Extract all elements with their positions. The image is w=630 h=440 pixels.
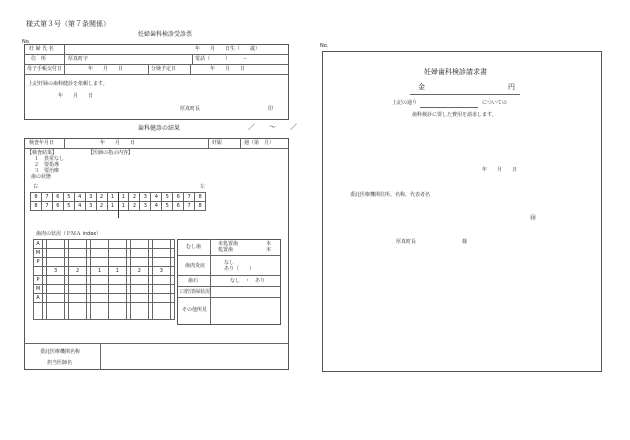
tooth-cell: 2 xyxy=(96,193,107,202)
tartar-value: なし ・ あり xyxy=(230,278,266,284)
finding-guidance: ２ 要指導 xyxy=(34,162,60,168)
pma-row xyxy=(34,258,175,267)
pma-row-label: M xyxy=(34,285,43,294)
invoice-date: 年 月 日 xyxy=(482,167,518,173)
exam-date-value: 年 月 日 xyxy=(100,140,136,146)
results-title: 歯科健診の結果 xyxy=(138,125,181,132)
birth-date-label: 年 月 日生（ 歳） xyxy=(195,46,261,52)
address-value: 厚真町字 xyxy=(68,56,89,62)
tooth-cell: 6 xyxy=(52,193,63,202)
tooth-cell: 5 xyxy=(63,202,74,211)
tooth-cell: 5 xyxy=(162,193,173,202)
tooth-cell: 7 xyxy=(41,202,52,211)
other-findings-label: その他所見 xyxy=(182,307,208,313)
tooth-cell: 1 xyxy=(107,202,118,211)
tooth-cell: 2 xyxy=(129,202,140,211)
tooth-cell: 4 xyxy=(151,193,162,202)
institution-label: 委託医療機関名称 xyxy=(40,349,81,355)
tooth-cell: 8 xyxy=(31,202,42,211)
exam-date-label: 検査年月日 xyxy=(29,140,55,146)
invoice-sama: 様 xyxy=(462,239,468,245)
pma-row-label: P xyxy=(34,276,43,285)
tooth-cell: 4 xyxy=(74,202,85,211)
tooth-cell: 7 xyxy=(41,193,52,202)
pma-row xyxy=(34,294,175,303)
due-date-value: 年 月 日 xyxy=(210,66,246,72)
pma-row xyxy=(34,240,175,249)
invoice-no-label: No. xyxy=(320,43,329,49)
gum-some: あり（ ） xyxy=(224,266,255,272)
tooth-cell: 4 xyxy=(151,202,162,211)
tooth-cell: 1 xyxy=(118,202,129,211)
amount-unit: 円 xyxy=(508,83,515,91)
right-side-label: 右 xyxy=(33,184,39,190)
hygiene-label: 口腔清掃状況 xyxy=(180,289,211,295)
treated-label: 処置歯 xyxy=(218,247,234,253)
invoice-box xyxy=(322,51,602,372)
treated-unit: 本 xyxy=(266,247,272,253)
tartar-label: 歯石 xyxy=(188,278,199,284)
address-label: 住 所 xyxy=(31,56,47,62)
pma-number: 2 xyxy=(69,267,87,276)
tooth-cell: 1 xyxy=(107,193,118,202)
tooth-cell: 8 xyxy=(31,193,42,202)
finding-treatment: ３ 要治療 xyxy=(34,168,60,174)
handbook-date-value: 年 月 日 xyxy=(88,66,124,72)
invoice-body-line2: 歯科検診に要した費用を請求します。 xyxy=(412,112,497,118)
handbook-date-label: 母子手帳交付日 xyxy=(27,66,63,72)
tooth-cell: 3 xyxy=(140,193,151,202)
invoice-body-line1b: についての xyxy=(482,100,507,106)
tooth-cell: 8 xyxy=(195,193,206,202)
request-text: 上記妊婦の歯科健診を依頼します。 xyxy=(28,81,108,87)
tooth-cell: 3 xyxy=(140,202,151,211)
pma-row-label: A xyxy=(34,240,43,249)
tooth-cell: 7 xyxy=(184,202,195,211)
pma-number-row xyxy=(34,267,175,276)
pma-row xyxy=(34,285,175,294)
finding-none: １ 異常なし xyxy=(34,156,65,162)
invoice-body-line1: 上記の通り xyxy=(392,100,418,106)
certificate-no-label: No. xyxy=(22,39,31,45)
amount-label: 金 xyxy=(418,83,425,91)
tooth-cell: 7 xyxy=(184,193,195,202)
finding-label: 【検査結果】 xyxy=(27,150,58,156)
pregnancy-week-value: 週（第 月） xyxy=(244,140,275,146)
cavity-label: むし歯 xyxy=(186,244,202,250)
mayor-label: 厚真町長 xyxy=(180,106,201,112)
tooth-cell: 3 xyxy=(85,193,96,202)
pma-chart xyxy=(33,239,175,320)
invoice-title: 妊婦歯科検診請求書 xyxy=(424,68,487,76)
pma-number: 3 xyxy=(47,267,65,276)
pma-number: 3 xyxy=(152,267,170,276)
pma-row xyxy=(34,303,175,320)
tooth-cell: 3 xyxy=(85,202,96,211)
period-slashes: ／ ～ ／ xyxy=(248,123,297,131)
pregnant-name-label: 妊 婦 氏 名 xyxy=(29,46,54,52)
pma-row-label: A xyxy=(34,294,43,303)
pma-row xyxy=(34,249,175,258)
untreated-unit: 本 xyxy=(266,241,272,247)
form-number: 様式第３号（第７条関係） xyxy=(26,20,110,28)
untreated-label: 未処置歯 xyxy=(218,241,239,247)
tooth-cell: 4 xyxy=(74,193,85,202)
tooth-cell: 5 xyxy=(63,193,74,202)
tooth-cell: 2 xyxy=(129,193,140,202)
institution-address-label: 委託医療機関住所、名称、代表者名 xyxy=(350,192,431,198)
invoice-seal: ㊞ xyxy=(530,215,537,222)
tooth-cell: 6 xyxy=(173,202,184,211)
tooth-cell: 5 xyxy=(162,202,173,211)
invoice-mayor: 厚真町長 xyxy=(396,239,417,245)
pma-row xyxy=(34,276,175,285)
tooth-cell: 1 xyxy=(118,193,129,202)
gum-none: なし xyxy=(224,260,235,266)
tooth-cell: 8 xyxy=(195,202,206,211)
pregnancy-week-label: 妊娠 xyxy=(212,140,223,146)
instruction-label: 【医師の指示内容】 xyxy=(88,150,134,156)
pma-number: 1 xyxy=(108,267,126,276)
phone-label: 電話（ ） － xyxy=(195,56,248,62)
pma-number: 2 xyxy=(130,267,148,276)
due-date-label: 分娩予定日 xyxy=(151,66,177,72)
pma-row-label: M xyxy=(34,249,43,258)
pma-row-label: P xyxy=(34,258,43,267)
left-side-label: 左 xyxy=(200,184,206,190)
request-date: 年 月 日 xyxy=(58,93,94,99)
pma-number: 1 xyxy=(91,267,109,276)
seal-mark: 印 xyxy=(268,106,274,112)
tooth-cell: 6 xyxy=(173,193,184,202)
pma-label: 歯肉の状況（ＰＭＡ index） xyxy=(36,231,102,237)
tooth-cell: 2 xyxy=(96,202,107,211)
tooth-cell: 6 xyxy=(52,202,63,211)
certificate-title: 妊婦歯科検診受診票 xyxy=(138,31,193,38)
doctor-label: 担当医師名 xyxy=(47,360,73,366)
teeth-label: 歯の状態 xyxy=(31,174,52,180)
gum-label: 歯肉炎症 xyxy=(185,263,206,269)
